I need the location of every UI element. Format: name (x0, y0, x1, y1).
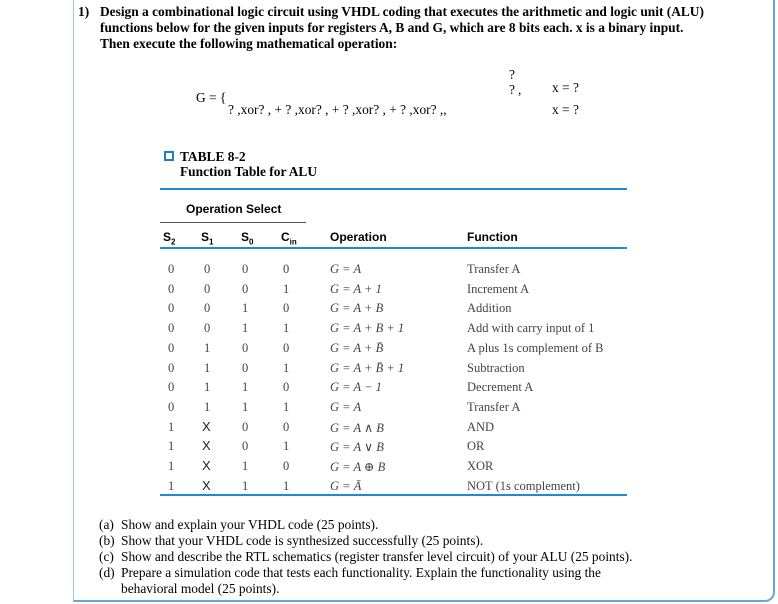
table-cell: 1 (242, 459, 249, 473)
table-function-cell: Transfer A (467, 399, 521, 414)
table-cell: 0 (204, 262, 211, 276)
header-function: Function (467, 230, 518, 244)
table-cell: 1 (242, 321, 249, 336)
table-bottom-rule (160, 494, 627, 496)
question-number: 1) (78, 4, 90, 19)
part-b-text: Show that your VHDL code is synthesized successfully (25 points). (121, 533, 484, 548)
table-operation-cell: G = A ⊕ B (330, 460, 386, 474)
table-cell: 1 (242, 399, 249, 414)
table-cell: 0 (242, 439, 249, 454)
part-b (99, 533, 484, 549)
table-cell: 1 (283, 360, 290, 375)
part-d-label: (d) (99, 565, 115, 580)
part-a-text: Show and explain your VHDL code (25 points). (121, 517, 379, 532)
equation-condition-2: x = ? (552, 102, 579, 117)
table-cell: 0 (242, 360, 249, 375)
table-cell: 0 (168, 340, 175, 355)
group-header-rule (160, 222, 306, 223)
equation-top-comma: , (518, 82, 522, 97)
table-cell: 1 (283, 321, 290, 336)
header-s1: $S_1$ (201, 230, 214, 247)
table-function-cell: Add with carry input of 1 (467, 321, 595, 336)
table-cell: 1 (168, 478, 175, 493)
header-s2: $S_2$ (163, 230, 176, 247)
table-function-cell: Increment A (467, 281, 530, 296)
table-header-rule (160, 247, 627, 249)
table-cell: X (202, 458, 211, 473)
part-c (99, 549, 633, 565)
table-cell: 1 (204, 380, 211, 395)
table-cell: 0 (168, 399, 175, 414)
table-cell: 0 (168, 281, 175, 296)
part-d-text: Prepare a simulation code that tests each functionality. Explain the functionality using the behavioral model (25 points). (121, 565, 601, 596)
table-cell: 1 (242, 380, 249, 395)
part-d (99, 565, 659, 596)
table-cell: 1 (283, 478, 290, 493)
table-cell: 0 (283, 301, 290, 316)
table-cell: 1 (204, 340, 211, 355)
table-cell: 0 (242, 419, 249, 434)
table-operation-cell: G = A ∧ B (330, 420, 384, 435)
equation-top-fraction: ? (509, 82, 515, 97)
equation-condition-1: x = ? (552, 80, 579, 95)
table-cell: 0 (283, 380, 290, 395)
table-cell: 1 (204, 399, 211, 414)
table-cell: 0 (168, 262, 175, 276)
table-cell: 1 (283, 399, 290, 414)
table-cell: 1 (283, 281, 290, 296)
equation-lhs: G = { (196, 90, 227, 105)
table-cell: 0 (168, 360, 175, 375)
part-b-label: (b) (99, 533, 115, 548)
header-cin: $C_{in}$ (281, 230, 297, 247)
header-operation: Operation (330, 230, 387, 244)
table-cell: X (202, 438, 211, 454)
table-cell: 1 (204, 360, 211, 375)
table-function-cell: Decrement A (467, 380, 534, 395)
table-cell: 0 (204, 281, 211, 296)
table-top-rule (160, 188, 627, 190)
table-cell: 0 (204, 321, 211, 336)
table-operation-cell: G = A + B̄ + 1 (330, 360, 405, 375)
table-operation-cell: G = A + B̄ (330, 340, 384, 355)
table-cell: 0 (242, 262, 249, 276)
table-cell: 0 (242, 281, 249, 296)
table-operation-cell: G = Ā (330, 478, 362, 493)
table-cell: 1 (283, 439, 290, 454)
table-subtitle: Function Table for ALU (180, 164, 318, 179)
table-cell: 0 (242, 340, 249, 355)
table-cell: 0 (283, 262, 290, 276)
table-cell: X (202, 477, 211, 493)
table-cell: 1 (242, 478, 249, 493)
header-s0: $S_0$ (241, 230, 254, 247)
table-operation-cell: G = A + B + 1 (330, 321, 405, 336)
table-operation-cell: G = A ∨ B (330, 440, 384, 455)
table-cell: 0 (168, 321, 175, 336)
table-cell: 0 (283, 419, 290, 434)
table-function-cell: NOT (1s complement) (467, 478, 580, 493)
table-function-cell: XOR (467, 459, 494, 473)
part-c-text: Show and describe the RTL schematics (register transfer level circuit) of your ALU (25 points). (121, 549, 633, 564)
table-title: TABLE 8-2 (180, 149, 246, 164)
part-a-label: (a) (99, 517, 114, 532)
table-operation-cell: G = A (330, 399, 362, 414)
table-cell: 1 (168, 459, 175, 473)
table-function-cell: Subtraction (467, 360, 525, 375)
table-function-cell: Addition (467, 301, 512, 316)
table-cell: 0 (204, 301, 211, 316)
equation-bottom-line: ? ,xor? , + ? ,xor? , + ? ,xor? , + ? ,xor? ,, (228, 102, 447, 117)
part-c-label: (c) (99, 549, 114, 564)
table-function-cell: Transfer A (467, 262, 521, 276)
table-cell: 0 (283, 459, 290, 473)
table-cell: 0 (168, 301, 175, 316)
table-box-icon (164, 151, 174, 161)
table-cell: 1 (168, 419, 175, 434)
table-function-cell: OR (467, 439, 485, 454)
operation-select-header: Operation Select (186, 202, 282, 216)
equation-top-question: ? (509, 67, 515, 82)
table-function-cell: A plus 1s complement of B (467, 340, 604, 355)
table-cell: 0 (168, 380, 175, 395)
part-a (99, 517, 379, 533)
table-operation-cell: G = A + B (330, 301, 384, 316)
table-function-cell: AND (467, 419, 495, 434)
table-cell: 1 (168, 439, 175, 454)
question-frame (73, 0, 775, 602)
table-operation-cell: G = A + 1 (330, 281, 382, 296)
table-cell: 0 (283, 340, 290, 355)
table-operation-cell: G = A − 1 (330, 380, 382, 395)
table-operation-cell: G = A (330, 262, 362, 276)
table-cell: 1 (242, 301, 249, 316)
table-cell: X (202, 418, 211, 434)
question-text: Design a combinational logic circuit using VHDL coding that executes the arithmetic and logic unit (ALU) functions below for the given inputs for registers A, B and G, which are 8 bits each. x is a binary input. Then execute the following mathematical operation: (100, 4, 704, 51)
